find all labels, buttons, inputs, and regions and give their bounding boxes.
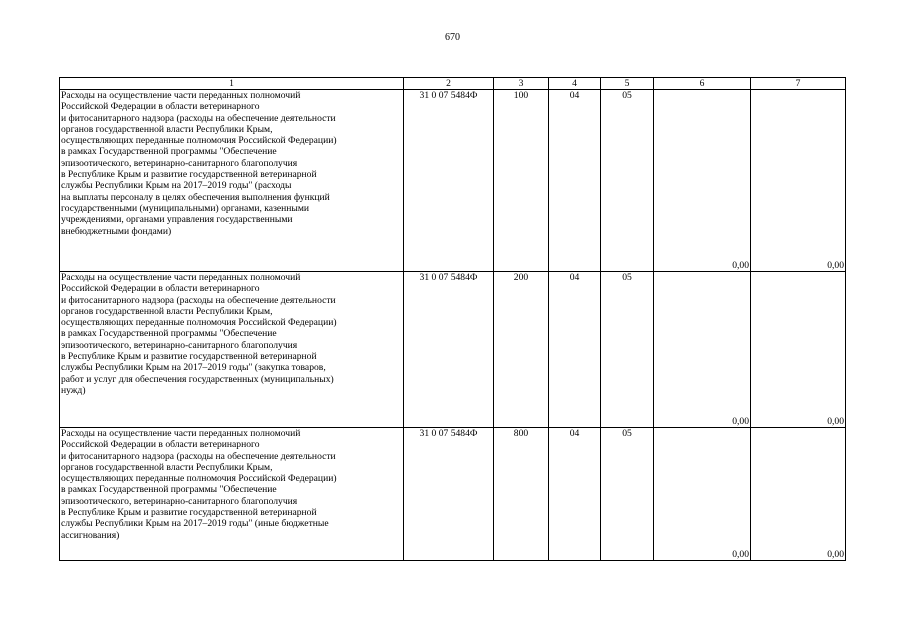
table-row [60,428,846,561]
amount-column-7: 0,00 [751,90,846,272]
subsection-code: 05 [601,90,654,272]
subsection-code: 05 [601,428,654,561]
table-header-row [60,78,846,90]
subsection-code: 05 [601,272,654,428]
column-header: 7 [751,78,846,90]
table-row [60,90,846,272]
amount-column-7: 0,00 [751,272,846,428]
column-header: 5 [601,78,654,90]
page-number: 670 [445,32,460,43]
section-code: 04 [549,90,601,272]
column-header: 3 [494,78,549,90]
expense-type-code: 200 [494,272,549,428]
expense-description: Расходы на осуществление части переданных полномочий Российской Федерации в области ветеринарного и фитосанитарного надзора (расходы на обеспечение деятельности органов государственной власти Республики Крым, осуществляющих переданные полномочия Российской Федерации) в рамках Государственной программы "Обеспечение эпизоотического, ветеринарно-санитарного благополучия в Республике Крым и развитие государственной ветеринарной службы Республики Крым на 2017–2019 годы" (расходы на выплаты персоналу в целях обеспечения выполнения функций государственными (муниципальными) органами, казенными учреждениями, органами управления государственными внебюджетными фондами) [60,90,404,272]
target-article-code: 31 0 07 5484Ф [404,90,494,272]
column-header: 1 [60,78,404,90]
budget-table [59,77,846,561]
column-header: 4 [549,78,601,90]
table-row [60,272,846,428]
section-code: 04 [549,272,601,428]
section-code: 04 [549,428,601,561]
expense-type-code: 100 [494,90,549,272]
target-article-code: 31 0 07 5484Ф [404,428,494,561]
amount-column-6: 0,00 [654,272,751,428]
column-header: 6 [654,78,751,90]
target-article-code: 31 0 07 5484Ф [404,272,494,428]
expense-type-code: 800 [494,428,549,561]
amount-column-6: 0,00 [654,90,751,272]
amount-column-7: 0,00 [751,428,846,561]
expense-description: Расходы на осуществление части переданных полномочий Российской Федерации в области ветеринарного и фитосанитарного надзора (расходы на обеспечение деятельности органов государственной власти Республики Крым, осуществляющих переданные полномочия Российской Федерации) в рамках Государственной программы "Обеспечение эпизоотического, ветеринарно-санитарного благополучия в Республике Крым и развитие государственной ветеринарной службы Республики Крым на 2017–2019 годы" (закупка товаров, работ и услуг для обеспечения государственных (муниципальных) нужд) [60,272,404,428]
amount-column-6: 0,00 [654,428,751,561]
column-header: 2 [404,78,494,90]
expense-description: Расходы на осуществление части переданных полномочий Российской Федерации в области ветеринарного и фитосанитарного надзора (расходы на обеспечение деятельности органов государственной власти Республики Крым, осуществляющих переданные полномочия Российской Федерации) в рамках Государственной программы "Обеспечение эпизоотического, ветеринарно-санитарного благополучия в Республике Крым и развитие государственной ветеринарной службы Республики Крым на 2017–2019 годы" (иные бюджетные ассигнования) [60,428,404,561]
